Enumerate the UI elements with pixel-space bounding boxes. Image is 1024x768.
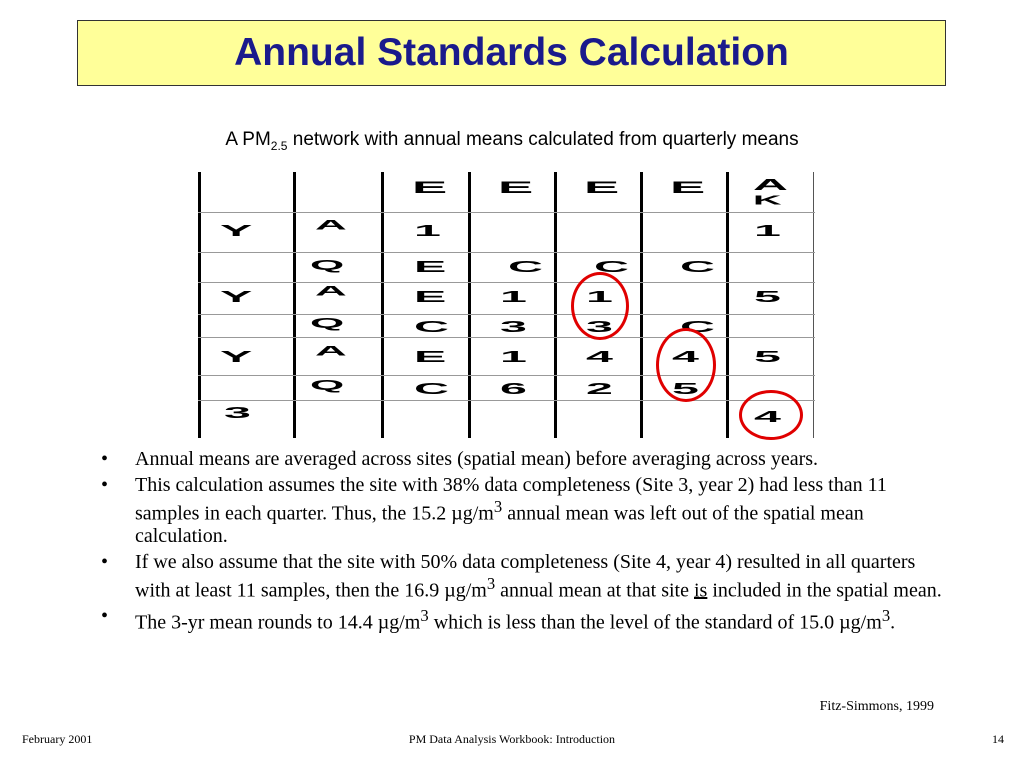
bullet-marker: • (101, 448, 109, 470)
underlined-word: is (694, 579, 708, 602)
table-hline (198, 282, 815, 283)
table-hline (198, 400, 815, 401)
caption-suffix: network with annual means calculated from quarterly means (287, 129, 799, 150)
table-cell-glyph: 3 (224, 403, 247, 422)
bullet-marker: • (101, 550, 109, 573)
table-cell-glyph: 1 (500, 287, 523, 306)
table-hline (198, 212, 815, 213)
table-cell-glyph: 1 (754, 221, 777, 240)
bullet-text: The 3-yr mean rounds to 14.4 µg/m (135, 611, 421, 634)
bullet-item (95, 605, 955, 634)
table-cell-glyph: Q (310, 377, 340, 393)
table-cell-glyph: 3 (500, 317, 523, 336)
bullet-text: annual mean at that site (495, 579, 694, 602)
superscript: 3 (486, 573, 496, 593)
bullet-text: annual mean was left out of the spatial mean calculation. (135, 502, 864, 547)
superscript: 3 (493, 497, 503, 516)
table-hline (198, 337, 815, 338)
table-cell-glyph: 5 (754, 347, 777, 366)
table-cell-glyph: 3 (586, 317, 609, 336)
bullet-marker: • (101, 474, 109, 496)
page-number: 14 (992, 732, 1004, 746)
table-hline (198, 375, 815, 376)
table-cell-glyph: Q (310, 315, 340, 331)
table-cell-glyph: E (414, 347, 442, 366)
bullet-item (95, 474, 955, 547)
table-cell-glyph: E (412, 178, 443, 198)
footer-title: PM Data Analysis Workbook: Introduction (408, 732, 616, 746)
bullet-item (95, 448, 955, 470)
table-cell-glyph: 5 (754, 287, 777, 306)
bullet-text: . (890, 611, 896, 634)
highlight-circle (656, 328, 716, 402)
table-cell-glyph: 4 (754, 407, 777, 426)
table-cell-glyph: E (414, 287, 442, 306)
table-hline (198, 252, 815, 253)
table-cell-glyph: E (498, 178, 529, 198)
table-cell-glyph: C (508, 257, 539, 276)
table-cell-glyph: A (753, 175, 784, 194)
table-cell-glyph: C (680, 257, 711, 276)
table-cell-glyph: 1 (414, 221, 437, 240)
table-cell-glyph: A (315, 217, 343, 233)
table-cell-glyph: 5 (672, 379, 695, 398)
table-caption (0, 129, 1024, 153)
bullet-marker: • (101, 605, 109, 628)
table-cell-glyph: C (414, 379, 445, 398)
table-cell-glyph: Y (220, 287, 248, 306)
bullet-list (95, 448, 955, 638)
bullet-text: If we also assume that the site with 50% data completeness (Site 4, year 4) resulted in all quarters with at least 11 samples, then the 16.9 µg/m (135, 550, 916, 602)
table-cell-glyph: E (584, 178, 615, 198)
table-cell-glyph: 1 (586, 287, 609, 306)
citation: Fitz-Simmons, 1999 (819, 699, 934, 714)
bullet-text: included in the spatial mean. (707, 579, 942, 602)
table-cell-glyph: 4 (586, 347, 609, 366)
bullet-text: which is less than the level of the standard of 15.0 µg/m (428, 611, 882, 634)
table-cell-glyph: A (315, 343, 343, 359)
table-cell-glyph: C (414, 317, 445, 336)
table-cell-glyph: 1 (500, 347, 523, 366)
table-cell-glyph: E (414, 257, 442, 276)
table-cell-glyph: A (315, 283, 343, 299)
data-table (198, 172, 815, 438)
table-cell-glyph: 6 (500, 379, 523, 398)
caption-prefix: A PM (225, 129, 271, 150)
table-cell-glyph: Q (310, 257, 340, 273)
table-cell-glyph: C (594, 257, 625, 276)
table-cell-glyph: E (670, 178, 701, 198)
slide-title: Annual Standards Calculation (234, 31, 789, 74)
table-cell-glyph: K (753, 193, 778, 208)
bullet-text: Annual means are averaged across sites (spatial mean) before averaging across years. (135, 448, 819, 470)
superscript: 3 (420, 606, 429, 626)
bullet-item (95, 551, 955, 602)
table-cell-glyph: Y (220, 221, 248, 240)
table-cell-glyph: 2 (586, 379, 609, 398)
bullet-text: This calculation assumes the site with 38% data completeness (Site 3, year 2) had less than 11 samples in each quarter. Thus, the 15.2 µg/m (135, 474, 887, 525)
table-cell-glyph: C (680, 317, 711, 336)
caption-subscript: 2.5 (270, 138, 288, 153)
table-hline (198, 314, 815, 315)
highlight-circle (739, 390, 803, 440)
superscript: 3 (881, 606, 891, 626)
table-cell-glyph: 4 (672, 347, 695, 366)
table-cell-glyph: Y (220, 347, 248, 366)
highlight-circle (571, 272, 629, 340)
title-box (77, 20, 946, 86)
footer-date: February 2001 (22, 732, 93, 746)
